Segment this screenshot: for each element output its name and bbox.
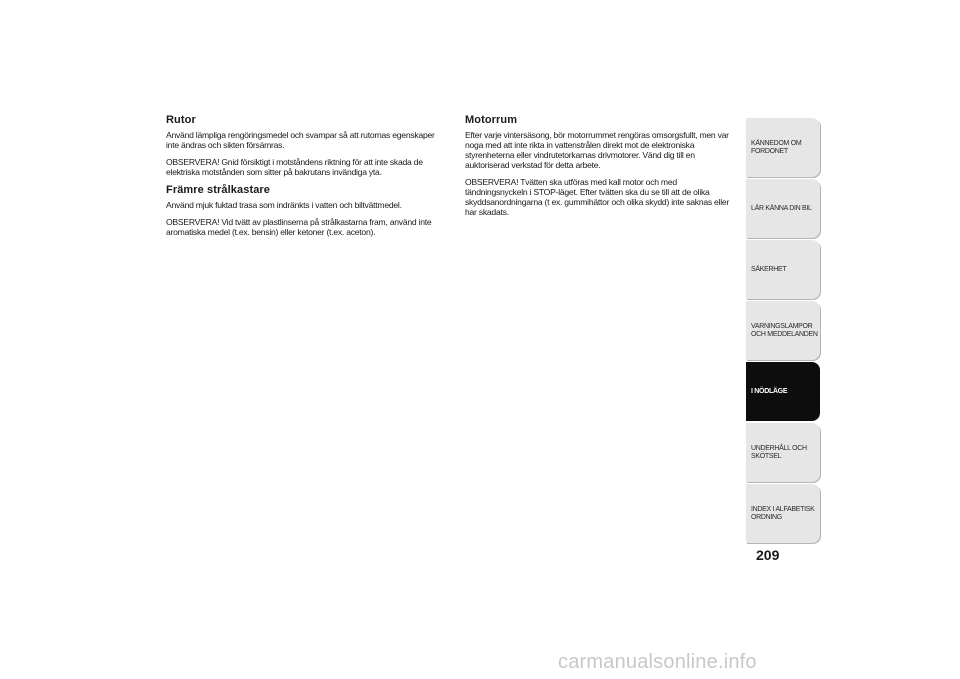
section-rutor — [166, 114, 444, 177]
right-column — [465, 114, 740, 224]
tab-i-nodlage[interactable] — [746, 362, 820, 421]
page-number: 209 — [756, 547, 780, 563]
paragraph-note: OBSERVERA! Tvätten ska utföras med kall motor och med tändningsnyckeln i STOP-läget. Efter tvätten ska du se till att de olika skyddsanordningarna (t ex. gummihättor och olika skydd) inte saknas eller har skadats. — [465, 177, 730, 217]
tab-underhall-och-skotsel[interactable] — [746, 423, 820, 482]
tab-sakerhet[interactable] — [746, 240, 820, 299]
paragraph: Använd mjuk fuktad trasa som indränkts i vatten och biltvättmedel. — [166, 200, 402, 210]
tab-label: LÄR KÄNNA DIN BIL — [751, 204, 812, 212]
paragraph: Använd lämpliga rengöringsmedel och svampar så att rutornas egenskaper inte ändras och sikten försämras. — [166, 130, 435, 150]
tab-label: INDEX I ALFABETISK ORDNING — [751, 505, 815, 521]
watermark: carmanualsonline.info — [558, 651, 757, 673]
chapter-tabs — [746, 118, 820, 545]
section-heading: Rutor — [166, 114, 196, 126]
paragraph-note: OBSERVERA! Gnid försiktigt i motståndens riktning för att inte skada de elektriska motstånden som sitter på bakrutans invändiga yta. — [166, 157, 423, 177]
tab-label: UNDERHÅLL OCH SKÖTSEL — [751, 444, 807, 460]
tab-label: VARNINGSLAMPOR OCH MEDDELANDEN — [751, 322, 818, 338]
section-framre-stralkastare — [166, 184, 444, 237]
tab-label: I NÖDLÄGE — [751, 387, 788, 395]
left-column — [166, 114, 444, 244]
paragraph: Efter varje vintersäsong, bör motorrummet rengöras omsorgsfullt, men var noga med att inte rikta in vattenstrålen direkt mot de elektroniska styrenheterna eller vindrutetorkarnas drivmotorer. Vänd dig till en auktoriserad verkstad för detta arbete. — [465, 130, 729, 170]
section-heading: Främre strålkastare — [166, 184, 271, 196]
tab-varningslampor[interactable] — [746, 301, 820, 360]
section-motorrum — [465, 114, 740, 217]
tab-index[interactable] — [746, 484, 820, 543]
tab-kannedom-om-fordonet[interactable] — [746, 118, 820, 177]
paragraph-note: OBSERVERA! Vid tvätt av plastlinserna på strålkastarna fram, använd inte aromatiska medel (t.ex. bensin) eller ketoner (t.ex. aceton). — [166, 217, 432, 237]
tab-label: SÄKERHET — [751, 265, 787, 273]
tab-label: KÄNNEDOM OM FORDONET — [751, 139, 802, 155]
section-heading: Motorrum — [465, 114, 518, 126]
tab-lar-kanna-din-bil[interactable] — [746, 179, 820, 238]
